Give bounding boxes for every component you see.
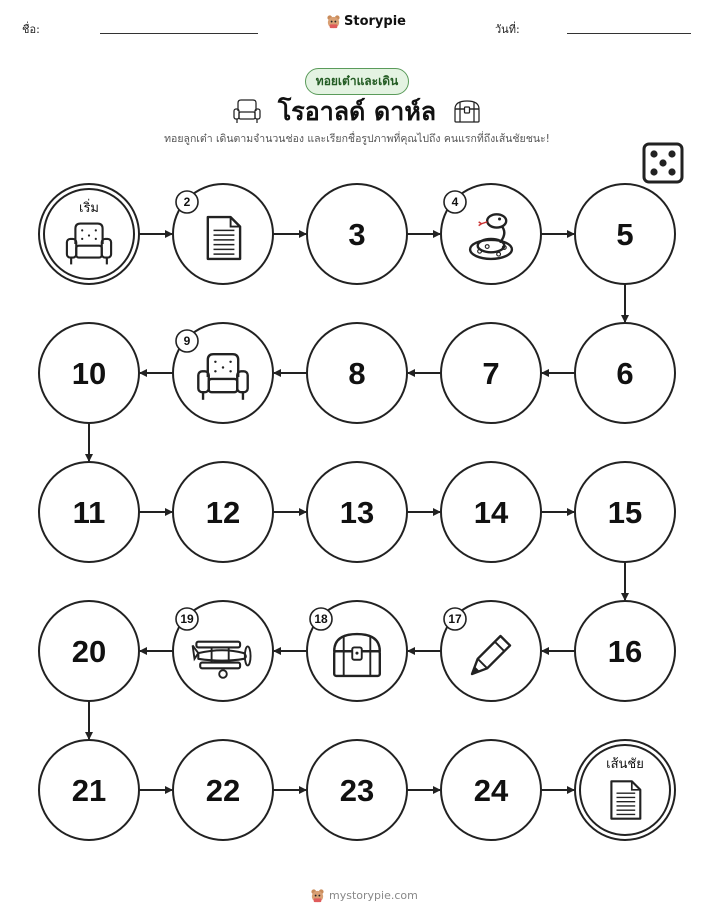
start-cell[interactable] — [39, 184, 139, 284]
document-icon — [208, 217, 240, 259]
board-cell-14[interactable] — [441, 462, 541, 562]
board-cell-3[interactable] — [307, 184, 407, 284]
board-cell-12[interactable] — [173, 462, 273, 562]
cell-number: 5 — [616, 217, 634, 252]
board-cell-18[interactable] — [307, 601, 407, 701]
cell-number: 22 — [205, 773, 241, 808]
cell-number: 16 — [607, 634, 643, 669]
board-cell-9[interactable] — [173, 323, 273, 423]
name-label: ชื่อ: — [22, 23, 40, 36]
board-cell-6[interactable] — [575, 323, 675, 423]
cell-number: 11 — [72, 495, 106, 530]
brand-name: Storypie — [344, 14, 406, 29]
cell-number: 21 — [71, 773, 107, 808]
cell-number-badge: 2 — [183, 195, 191, 209]
finish-cell-label: เส้นชัย — [606, 756, 644, 771]
cell-number-badge: 19 — [180, 612, 194, 626]
cell-number: 23 — [339, 773, 375, 808]
board-cell-20[interactable] — [39, 601, 139, 701]
cell-number-badge: 18 — [314, 612, 328, 626]
footer-url[interactable]: mystorypie.com — [329, 889, 418, 902]
cell-number-badge: 9 — [183, 334, 191, 348]
board-cell-2[interactable] — [173, 184, 273, 284]
board-cell-5[interactable] — [575, 184, 675, 284]
date-label: วันที่: — [495, 23, 520, 36]
game-type-badge: ทอยเต๋าและเดิน — [305, 68, 409, 95]
cell-number: 6 — [616, 356, 634, 391]
cell-number: 15 — [607, 495, 643, 530]
finish-cell[interactable] — [575, 740, 675, 840]
board-cell-11[interactable] — [39, 462, 139, 562]
cell-number: 8 — [348, 356, 366, 391]
board-cell-22[interactable] — [173, 740, 273, 840]
board-cell-16[interactable] — [575, 601, 675, 701]
cell-number: 12 — [205, 495, 241, 530]
board-cell-21[interactable] — [39, 740, 139, 840]
cell-number: 20 — [71, 634, 107, 669]
board-cell-7[interactable] — [441, 323, 541, 423]
document-icon — [611, 781, 640, 818]
cell-number-badge: 4 — [451, 195, 459, 209]
storypie-mascot-icon — [310, 888, 325, 903]
cell-number: 13 — [339, 495, 375, 530]
board-cell-17[interactable] — [441, 601, 541, 701]
cell-number: 7 — [482, 356, 500, 391]
board-cell-8[interactable] — [307, 323, 407, 423]
cell-number: 24 — [473, 773, 509, 808]
cell-number: 10 — [71, 356, 107, 391]
board-cell-24[interactable] — [441, 740, 541, 840]
cell-number-badge: 17 — [448, 612, 462, 626]
board-cell-23[interactable] — [307, 740, 407, 840]
cell-number: 3 — [348, 217, 366, 252]
board-cell-19[interactable] — [173, 601, 273, 701]
instructions: ทอยลูกเต๋า เดินตามจำนวนช่อง และเรียกชื่อรูปภาพที่คุณไปถึง คนแรกที่ถึงเส้นชัยชนะ! — [164, 133, 550, 145]
cell-number: 14 — [473, 495, 509, 530]
footer — [310, 888, 418, 903]
board-cell-13[interactable] — [307, 462, 407, 562]
board-cell-10[interactable] — [39, 323, 139, 423]
board-cell-4[interactable] — [441, 184, 541, 284]
board-cell-15[interactable] — [575, 462, 675, 562]
page-title: โรอาลด์ ดาห์ล — [277, 97, 437, 126]
start-cell-label: เริ่ม — [79, 200, 99, 215]
